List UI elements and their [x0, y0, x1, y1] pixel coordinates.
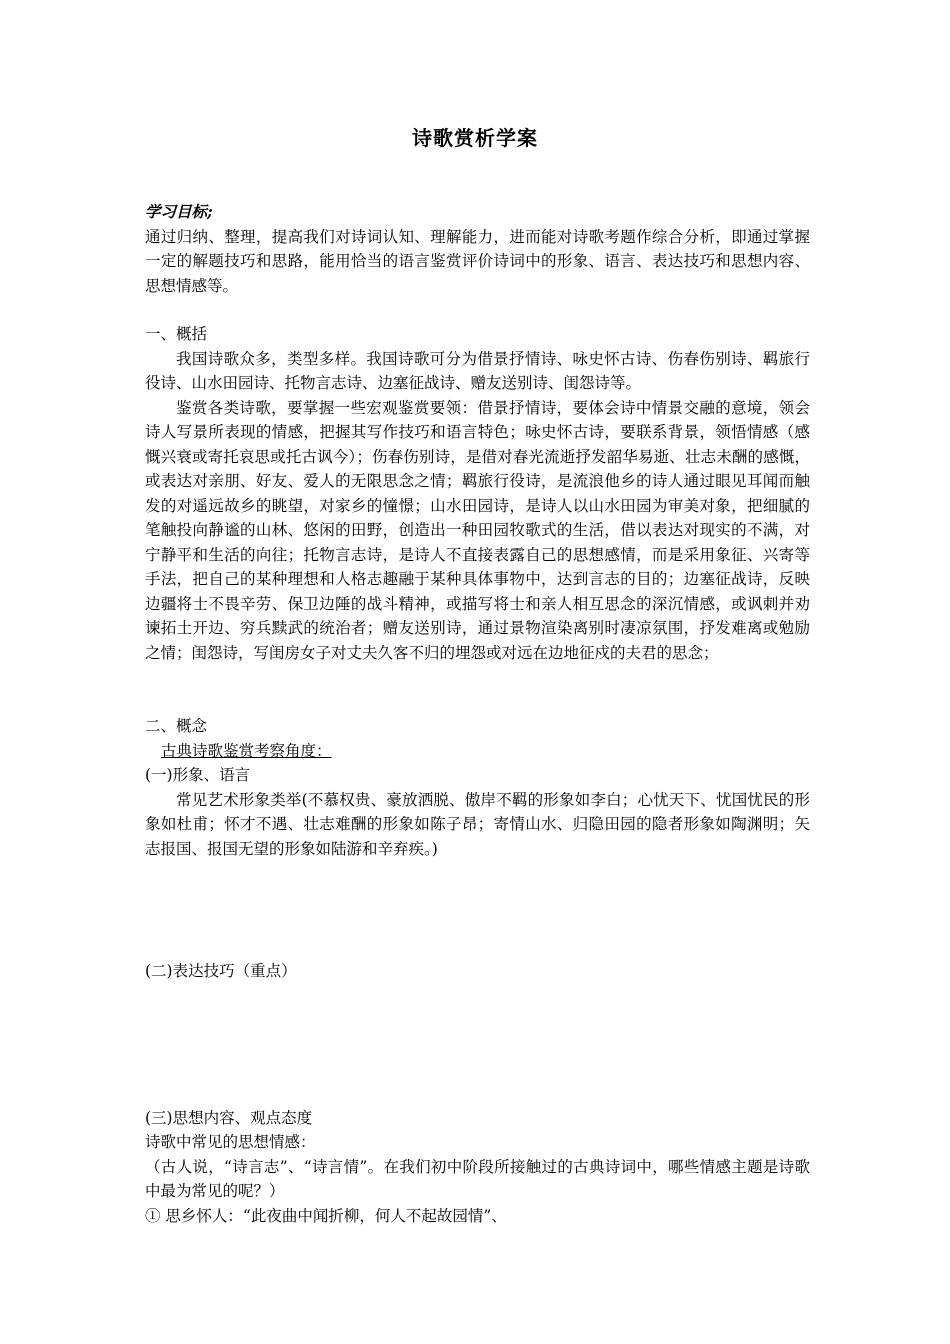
part3-item: ① 思乡怀人：“此夜曲中闻折柳，何人不起故园情”、 [145, 1206, 507, 1225]
section1-paragraph: 鉴赏各类诗歌，要掌握一些宏观鉴赏要领：借景抒情诗，要体会诗中情景交融的意境，领会诗人写景所表现的情感，把握其写作技巧和语言特色；咏史怀古诗，要联系背景，领悟情感（感慨兴衰或寄托哀思或托古讽今）；伤春伤别诗，是借对春光流逝抒发韶华易逝、壮志未酬的感慨，或表达对亲朋、好友、爱人的无限思念之情；羁旅行役诗，是流浪他乡的诗人通过眼见耳闻而触发的对遥远故乡的眺望，对家乡的憧憬；山水田园诗，是诗人以山水田园为审美对象，把细腻的笔触投向静谧的山林、悠闲的田野，创造出一种田园牧歌式的生活，借以表达对现实的不满，对宁静平和生活的向往；托物言志诗，是诗人不直接表露自己的思想感情，而是采用象征、兴寄等手法，把自己的某种理想和人格志趣融于某种具体事物中，达到言志的目的；边塞征战诗，反映边疆将士不畏辛劳、保卫边陲的战斗精神，或描写将士和亲人相互思念的深沉情感，或讽刺并劝谏拓土开边、穷兵黩武的统治者；赠友送别诗，通过景物渲染离别时凄凉氛围，抒发难离或勉励之情；闺怨诗，写闺房女子对丈夫久客不归的埋怨或对远在边地征戍的夫君的思念； [145, 398, 810, 662]
section1-paragraph: 我国诗歌众多，类型多样。我国诗歌可分为借景抒情诗、咏史怀古诗、伤春伤别诗、羁旅行役诗、山水田园诗、托物言志诗、边塞征战诗、赠友送别诗、闺怨诗等。 [145, 349, 810, 392]
document-body [145, 200, 810, 1228]
objectives-text: 通过归纳、整理，提高我们对诗词认知、理解能力，进而能对诗歌考题作综合分析，即通过掌握一定的解题技巧和思路，能用恰当的语言鉴赏评价诗词中的形象、语言、表达技巧和思想内容、思想情感等。 [145, 227, 810, 295]
section1-heading: 一、概括 [145, 325, 208, 343]
part3-question: （古人说，“诗言志”、“诗言情”。在我们初中阶段所接触过的古典诗词中，哪些情感主题是诗歌中最为常见的呢？） [145, 1157, 810, 1200]
part2-heading: (二)表达技巧（重点） [145, 962, 297, 980]
spacer [145, 298, 810, 322]
part3-intro: 诗歌中常见的思想情感： [145, 1133, 316, 1151]
spacer [145, 1082, 810, 1106]
part1-heading: (一)形象、语言 [145, 766, 251, 784]
part1-text: 常见艺术形象类举(不慕权贵、豪放洒脱、傲岸不羁的形象如李白；心忧天下、忧国忧民的形象如杜甫；怀才不遇、壮志难酬的形象如陈子昂；寄情山水、归隐田园的隐者形象如陶渊明；矢志报国、报国无望的形象如陆游和辛弃疾。) [145, 790, 810, 858]
spacer [145, 861, 810, 959]
section2-subheading-text: 古典诗歌鉴赏考察角度： [161, 741, 332, 760]
part3-heading: (三)思想内容、观点态度 [145, 1108, 313, 1127]
section2-heading: 二、概念 [145, 717, 208, 735]
page-title: 诗歌赏析学案 [412, 126, 538, 150]
spacer [145, 984, 810, 1082]
section2-subheading [145, 739, 810, 764]
objectives-heading: 学习目标; [145, 202, 213, 221]
spacer [145, 665, 810, 714]
